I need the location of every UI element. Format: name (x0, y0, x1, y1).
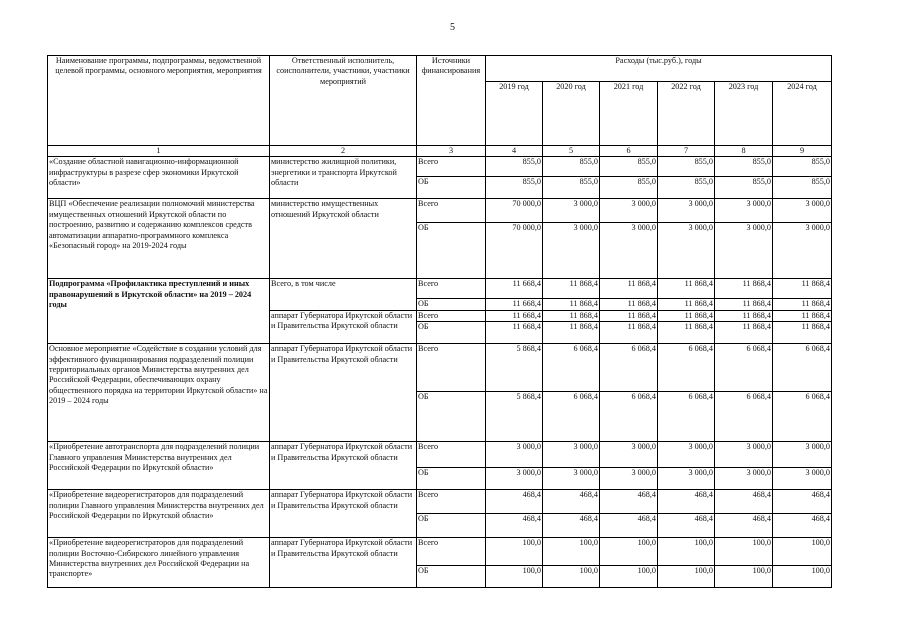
amount-cell: 855,0 (715, 177, 773, 199)
amount-cell: 468,4 (543, 514, 600, 538)
funding-source: Всего (417, 490, 486, 514)
funding-source: Всего (417, 199, 486, 223)
amount-cell: 3 000,0 (600, 442, 658, 468)
amount-cell: 11 868,4 (600, 279, 658, 299)
measure-name: «Приобретение автотранспорта для подразделений полиции Главного управления Министерства внутренних дел Российской Федерации по Иркутской области» (48, 442, 270, 490)
amount-cell: 855,0 (658, 177, 715, 199)
header-year: 2019 год (486, 82, 543, 146)
header-name: Наименование программы, подпрограммы, ведомственной целевой программы, основного мероприятия, мероприятия (48, 56, 270, 146)
amount-cell: 468,4 (600, 490, 658, 514)
measure-name: «Приобретение видеорегистраторов для подразделений полиции Восточно-Сибирского линейного управления Министерства внутренних дел Российской Федерации на транспорте» (48, 538, 270, 588)
amount-cell: 855,0 (486, 157, 543, 177)
column-number: 6 (600, 146, 658, 157)
amount-cell: 3 000,0 (543, 199, 600, 223)
amount-cell: 11 868,4 (600, 310, 658, 321)
executor: аппарат Губернатора Иркутской области и Правительства Иркутской области (270, 310, 417, 343)
amount-cell: 468,4 (600, 514, 658, 538)
amount-cell: 6 068,4 (543, 344, 600, 392)
amount-cell: 3 000,0 (600, 199, 658, 223)
amount-cell: 70 000,0 (486, 223, 543, 279)
amount-cell: 5 868,4 (486, 392, 543, 442)
executor: аппарат Губернатора Иркутской области и Правительства Иркутской области (270, 344, 417, 442)
executor: аппарат Губернатора Иркутской области и Правительства Иркутской области (270, 490, 417, 538)
amount-cell: 855,0 (600, 177, 658, 199)
amount-cell: 11 868,4 (773, 310, 832, 321)
amount-cell: 100,0 (715, 538, 773, 566)
amount-cell: 855,0 (658, 157, 715, 177)
amount-cell: 855,0 (715, 157, 773, 177)
amount-cell: 100,0 (600, 566, 658, 588)
header-year: 2020 год (543, 82, 600, 146)
amount-cell: 3 000,0 (715, 442, 773, 468)
page-number: 5 (450, 22, 455, 33)
amount-cell: 11 868,4 (543, 279, 600, 299)
amount-cell: 468,4 (715, 514, 773, 538)
amount-cell: 100,0 (486, 538, 543, 566)
amount-cell: 468,4 (715, 490, 773, 514)
measure-name: ВЦП «Обеспечение реализации полномочий министерства имущественных отношений Иркутской области по построению, развитию и содержанию комплексов средств автоматизации аппаратно-программного комплекса «Безопасный город» на 2019-2024 годы (48, 199, 270, 279)
amount-cell: 3 000,0 (773, 468, 832, 490)
amount-cell: 3 000,0 (600, 223, 658, 279)
amount-cell: 11 668,4 (486, 322, 543, 344)
amount-cell: 3 000,0 (715, 199, 773, 223)
header-year: 2022 год (658, 82, 715, 146)
amount-cell: 11 868,4 (715, 279, 773, 299)
funding-source: ОБ (417, 223, 486, 279)
funding-source: Всего (417, 157, 486, 177)
column-number: 8 (715, 146, 773, 157)
amount-cell: 100,0 (486, 566, 543, 588)
column-number: 3 (417, 146, 486, 157)
amount-cell: 3 000,0 (486, 442, 543, 468)
amount-cell: 855,0 (773, 157, 832, 177)
amount-cell: 11 868,4 (543, 322, 600, 344)
column-number: 2 (270, 146, 417, 157)
header-source: Источники финансирования (417, 56, 486, 146)
amount-cell: 11 668,4 (486, 310, 543, 321)
amount-cell: 855,0 (600, 157, 658, 177)
amount-cell: 3 000,0 (773, 223, 832, 279)
amount-cell: 11 868,4 (715, 310, 773, 321)
executor: аппарат Губернатора Иркутской области и Правительства Иркутской области (270, 538, 417, 588)
amount-cell: 3 000,0 (658, 199, 715, 223)
amount-cell: 468,4 (773, 514, 832, 538)
amount-cell: 3 000,0 (600, 468, 658, 490)
amount-cell: 11 868,4 (773, 279, 832, 299)
funding-source: ОБ (417, 468, 486, 490)
amount-cell: 468,4 (486, 490, 543, 514)
column-number: 7 (658, 146, 715, 157)
amount-cell: 5 868,4 (486, 344, 543, 392)
amount-cell: 468,4 (658, 514, 715, 538)
amount-cell: 468,4 (773, 490, 832, 514)
amount-cell: 855,0 (773, 177, 832, 199)
amount-cell: 6 068,4 (658, 392, 715, 442)
amount-cell: 3 000,0 (486, 468, 543, 490)
amount-cell: 11 868,4 (543, 310, 600, 321)
amount-cell: 3 000,0 (773, 199, 832, 223)
funding-source: ОБ (417, 514, 486, 538)
amount-cell: 11 868,4 (715, 322, 773, 344)
expenses-table (47, 55, 832, 588)
header-executor: Ответственный исполнитель, соисполнители, участники, участники мероприятий (270, 56, 417, 146)
amount-cell: 100,0 (543, 538, 600, 566)
amount-cell: 6 068,4 (600, 392, 658, 442)
column-number: 1 (48, 146, 270, 157)
amount-cell: 100,0 (658, 538, 715, 566)
amount-cell: 11 868,4 (773, 322, 832, 344)
amount-cell: 3 000,0 (658, 442, 715, 468)
header-year: 2023 год (715, 82, 773, 146)
amount-cell: 6 068,4 (715, 392, 773, 442)
funding-source: ОБ (417, 299, 486, 310)
funding-source: Всего (417, 279, 486, 299)
amount-cell: 11 868,4 (543, 299, 600, 310)
executor: министерство имущественных отношений Иркутской области (270, 199, 417, 279)
header-expenses: Расходы (тыс.руб.), годы (486, 56, 832, 82)
amount-cell: 11 668,4 (486, 279, 543, 299)
measure-name: «Создание областной навигационно-информационной инфраструктуры в разрезе сфер экономики Иркутской области» (48, 157, 270, 199)
funding-source: ОБ (417, 392, 486, 442)
amount-cell: 6 068,4 (600, 344, 658, 392)
amount-cell: 6 068,4 (773, 392, 832, 442)
amount-cell: 3 000,0 (715, 223, 773, 279)
header-year: 2024 год (773, 82, 832, 146)
column-number: 9 (773, 146, 832, 157)
funding-source: ОБ (417, 177, 486, 199)
amount-cell: 855,0 (486, 177, 543, 199)
amount-cell: 11 868,4 (658, 279, 715, 299)
amount-cell: 3 000,0 (715, 468, 773, 490)
executor: аппарат Губернатора Иркутской области и Правительства Иркутской области (270, 442, 417, 490)
amount-cell: 100,0 (543, 566, 600, 588)
amount-cell: 11 868,4 (600, 299, 658, 310)
funding-source: Всего (417, 442, 486, 468)
amount-cell: 6 068,4 (773, 344, 832, 392)
amount-cell: 6 068,4 (658, 344, 715, 392)
amount-cell: 3 000,0 (658, 468, 715, 490)
amount-cell: 11 868,4 (715, 299, 773, 310)
amount-cell: 6 068,4 (715, 344, 773, 392)
amount-cell: 855,0 (543, 157, 600, 177)
amount-cell: 11 868,4 (773, 299, 832, 310)
amount-cell: 11 868,4 (600, 322, 658, 344)
amount-cell: 11 868,4 (658, 310, 715, 321)
column-number: 5 (543, 146, 600, 157)
funding-source: ОБ (417, 322, 486, 344)
amount-cell: 3 000,0 (543, 223, 600, 279)
amount-cell: 100,0 (600, 538, 658, 566)
amount-cell: 11 868,4 (658, 299, 715, 310)
amount-cell: 100,0 (773, 566, 832, 588)
amount-cell: 3 000,0 (543, 468, 600, 490)
amount-cell: 11 668,4 (486, 299, 543, 310)
amount-cell: 100,0 (773, 538, 832, 566)
funding-source: Всего (417, 344, 486, 392)
amount-cell: 100,0 (658, 566, 715, 588)
amount-cell: 855,0 (543, 177, 600, 199)
measure-name: «Приобретение видеорегистраторов для подразделений полиции Главного управления Министерства внутренних дел Российской Федерации по Иркутской области» (48, 490, 270, 538)
amount-cell: 6 068,4 (543, 392, 600, 442)
funding-source: Всего (417, 310, 486, 321)
amount-cell: 100,0 (715, 566, 773, 588)
executor: министерство жилищной политики, энергетики и транспорта Иркутской области (270, 157, 417, 199)
amount-cell: 3 000,0 (658, 223, 715, 279)
amount-cell: 3 000,0 (543, 442, 600, 468)
funding-source: ОБ (417, 566, 486, 588)
amount-cell: 3 000,0 (773, 442, 832, 468)
amount-cell: 70 000,0 (486, 199, 543, 223)
amount-cell: 468,4 (543, 490, 600, 514)
header-year: 2021 год (600, 82, 658, 146)
amount-cell: 468,4 (658, 490, 715, 514)
subprogram-name: Подпрограмма «Профилактика преступлений и иных правонарушений в Иркутской области» на 2019 – 2024 годы (48, 279, 270, 344)
measure-name: Основное мероприятие «Содействие в создании условий для эффективного функционирования подразделений полиции территориальных органов Министерства внутренних дел Российской Федерации, обеспечивающих охрану общественного порядка на территории Иркутской области» на 2019 – 2024 годы (48, 344, 270, 442)
amount-cell: 468,4 (486, 514, 543, 538)
executor: Всего, в том числе (270, 279, 417, 310)
column-number: 4 (486, 146, 543, 157)
amount-cell: 11 868,4 (658, 322, 715, 344)
funding-source: Всего (417, 538, 486, 566)
